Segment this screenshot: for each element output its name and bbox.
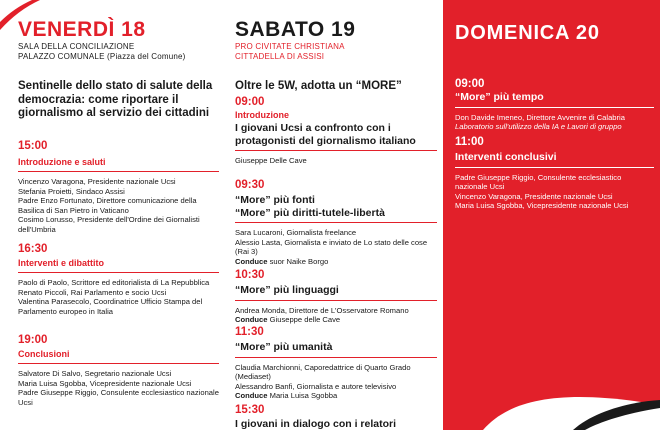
speaker: Cosimo Lorusso, Presidente dell'Ordine dei Giornalisti dell'Umbria: [18, 215, 200, 234]
session-time: 11:00: [455, 136, 484, 148]
saturday-headline: Oltre le 5W, adotta un “MORE”: [235, 80, 402, 92]
speaker: Alessio Lasta, Giornalista e inviato de Lo stato delle cose (Rai 3): [235, 237, 428, 256]
session-time: 15:30: [235, 404, 265, 416]
session-time: 09:00: [455, 78, 485, 90]
sunday-session-2: [455, 136, 654, 211]
session-time: 10:30: [235, 269, 265, 281]
saturday-day-title: SABATO 19: [235, 18, 356, 41]
friday-session-1: [18, 140, 219, 234]
moderator: [235, 257, 437, 267]
session-title: Conclusioni: [18, 349, 70, 359]
friday-column: [0, 0, 225, 430]
sunday-session-1: [455, 78, 654, 132]
divider: [455, 107, 654, 108]
session-title: “More” più tempo: [455, 91, 544, 103]
swoosh-decoration: [443, 350, 660, 430]
divider: [235, 150, 437, 151]
sunday-column: [443, 0, 660, 430]
moderator-name: Giuseppe delle Cave: [269, 315, 341, 324]
friday-venue-line-2: PALAZZO COMUNALE (Piazza del Comune): [18, 52, 186, 61]
speaker: Alessandro Banfi, Giornalista e autore televisivo: [235, 381, 397, 391]
divider: [18, 171, 219, 172]
speaker: Claudia Marchionni, Caporedattrice di Quarto Grado (Mediaset): [235, 362, 411, 381]
session-note: Laboratorio sull'utilizzo della IA e Lavori di gruppo: [455, 122, 622, 131]
session-subtitle: Introduzione: [235, 110, 289, 120]
moderator-label: Conduce: [235, 256, 268, 266]
moderator-name: suor Naike Borgo: [269, 256, 329, 266]
moderator: [235, 391, 437, 401]
saturday-venue-line-1: PRO CIVITATE CHRISTIANA: [235, 42, 345, 51]
saturday-session-3: [235, 269, 437, 325]
session-title: “More” più linguaggi: [235, 284, 339, 296]
saturday-session-2: [235, 179, 437, 266]
speaker: Andrea Monda, Direttore de L'Osservatore Romano: [235, 305, 409, 315]
friday-session-2: [18, 243, 219, 316]
friday-header: [18, 18, 219, 62]
saturday-venue-line-2: CITTADELLA DI ASSISI: [235, 52, 325, 61]
session-title: I giovani Ucsi a confronto con i protagonisti del giornalismo italiano: [235, 122, 416, 147]
saturday-header: [235, 18, 437, 62]
moderator-name: Maria Luisa Sgobba: [269, 391, 338, 400]
speaker: Valentina Parasecolo, Coordinatrice Ufficio Stampa del Parlamento europeo in Italia: [18, 297, 203, 316]
saturday-column: [225, 0, 443, 430]
speaker: Padre Enzo Fortunato, Direttore comunicazione della Basilica di San Pietro in Vaticano: [18, 196, 197, 215]
divider: [235, 222, 437, 223]
speaker: Maria Luisa Sgobba, Vicepresidente nazionale Ucsi: [18, 378, 192, 388]
divider: [455, 167, 654, 168]
moderator-label: Conduce: [235, 391, 268, 400]
session-time: 11:30: [235, 326, 264, 338]
speaker: Padre Giuseppe Riggio, Consulente ecclesiastico nazionale Ucsi: [18, 388, 219, 407]
speaker: Stefania Proietti, Sindaco Assisi: [18, 186, 125, 196]
speaker: Vincenzo Varagona, Presidente nazionale Ucsi: [455, 191, 613, 201]
speaker: Giuseppe Delle Cave: [235, 156, 307, 165]
speaker: Salvatore Di Salvo, Segretario nazionale Ucsi: [18, 369, 172, 378]
speaker: Don Davide Imeneo, Direttore Avvenire di Calabria: [455, 112, 625, 122]
session-title: “More” più umanità: [235, 341, 333, 353]
moderator: [235, 315, 437, 325]
speaker: Vincenzo Varagona, Presidente nazionale Ucsi: [18, 177, 176, 186]
session-title: “More” più fonti “More” più diritti-tutele-libertà: [235, 194, 385, 219]
friday-venue-line-1: SALA DELLA CONCILIAZIONE: [18, 42, 135, 51]
session-time: 15:00: [18, 140, 48, 152]
speaker: Maria Luisa Sgobba, Vicepresidente nazionale Ucsi: [455, 201, 629, 210]
speaker: Renato Piccoli, Rai Parlamento e socio Ucsi: [18, 287, 167, 297]
speaker: Paolo di Paolo, Scrittore ed editorialista di La Repubblica: [18, 278, 210, 287]
saturday-session-4: [235, 326, 437, 401]
speaker: Padre Giuseppe Riggio, Consulente ecclesiastico nazionale Ucsi: [455, 172, 622, 191]
sunday-header: [455, 22, 654, 45]
sunday-day-title: DOMENICA 20: [455, 22, 600, 44]
moderator-label: Conduce: [235, 315, 268, 324]
divider: [235, 357, 437, 358]
friday-headline: Sentinelle dello stato di salute della democrazia: come riportare il giornalismo al servizio dei cittadini: [18, 80, 213, 119]
session-time: 09:30: [235, 179, 265, 191]
speaker: Sara Lucaroni, Giornalista freelance: [235, 228, 357, 237]
session-title: Introduzione e saluti: [18, 157, 106, 167]
friday-day-title: VENERDÌ 18: [18, 18, 146, 41]
divider: [18, 363, 219, 364]
session-time: 19:00: [18, 334, 48, 346]
saturday-session-1: [235, 96, 437, 166]
session-title: Interventi e dibattito: [18, 258, 105, 268]
divider: [235, 300, 437, 301]
session-title: Interventi conclusivi: [455, 151, 557, 163]
saturday-session-5: [235, 404, 437, 430]
session-time: 09:00: [235, 96, 265, 108]
session-time: 16:30: [18, 243, 48, 255]
session-title: I giovani in dialogo con i relatori: [235, 418, 397, 430]
friday-session-3: [18, 334, 219, 407]
divider: [18, 272, 219, 273]
